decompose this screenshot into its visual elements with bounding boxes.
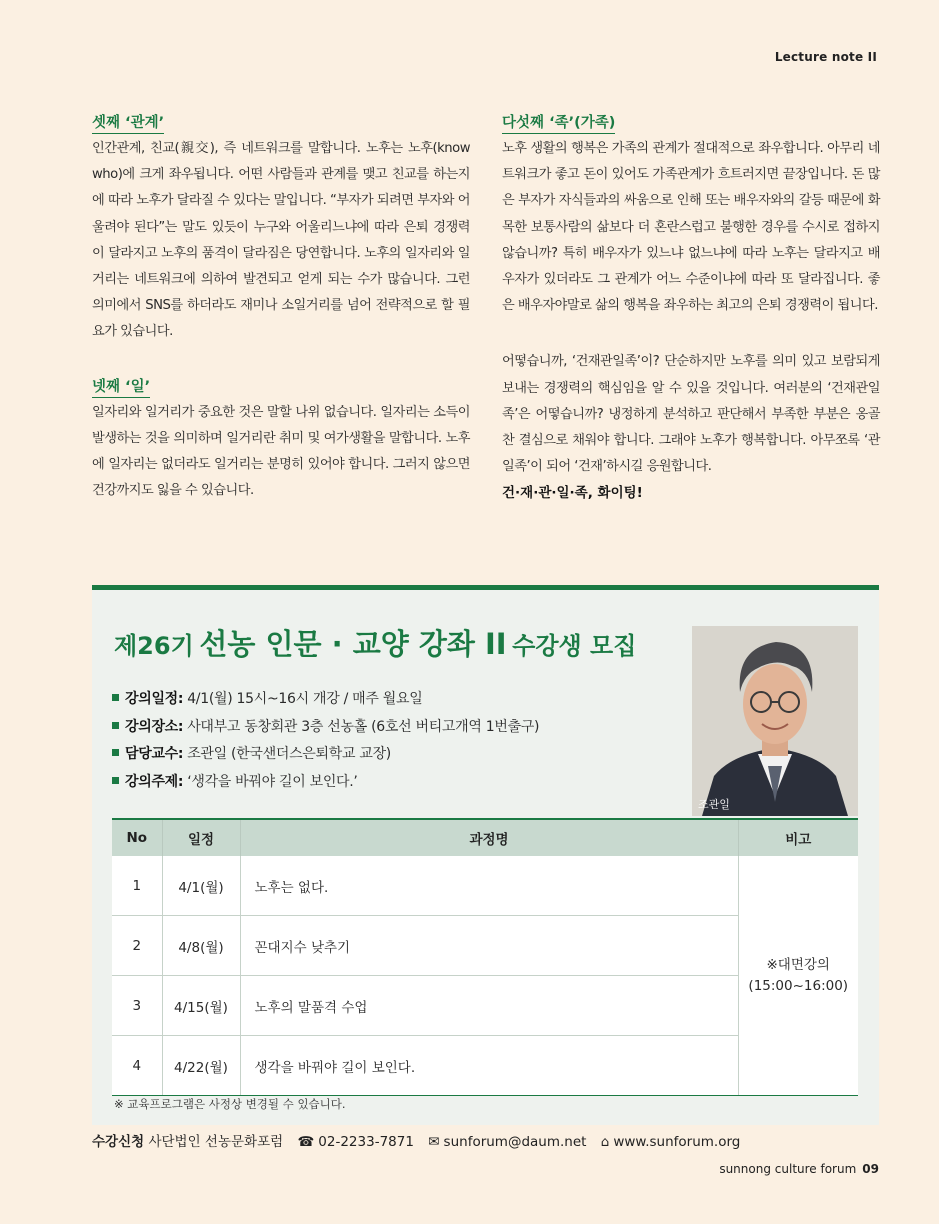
apply-label: 수강신청 (92, 1134, 145, 1150)
right-column (502, 112, 880, 506)
title-suffix: 수강생 모집 (512, 632, 637, 660)
remarks-line-2: (15:00~16:00) (748, 977, 849, 994)
email-address[interactable]: sunforum@daum.net (443, 1134, 587, 1150)
org-name: 사단법인 선농문화포럼 (148, 1134, 284, 1150)
cell-course: 생각을 바꿔야 길이 보인다. (240, 1036, 738, 1096)
section-body-work: 일자리와 일거리가 중요한 것은 말할 나위 없습니다. 일자리는 소득이 발생하는 것을 의미하며 일거리란 취미 및 여가생활을 말합니다. 노후에 일자리는 없더라도 일거리는 분명히 있어야 합니다. 그러지 않으면 건강까지도 잃을 수 있습니다. (92, 404, 470, 499)
section-body-relationship: 인간관계, 친교(親交), 즉 네트워크를 말합니다. 노후는 노후(know who)에 크게 좌우됩니다. 어떤 사람들과 관계를 맺고 친교를 하는지에 따라 노후가 달라질 수 있다는 말입니다. “부자가 되려면 부자와 어울려야 된다”는 말도 있듯이 누구와 어울리느냐에 따라 은퇴 경쟁력이 달라지고 노후의 품격이 달라짐은 당연합니다. 노후의 일자리와 일거리는 네트워크에 의하여 발견되고 얻게 되는 수가 많습니다. 그런 의미에서 SNS를 하더라도 재미나 소일거리를 넘어 전략적으로 할 필요가 있습니다. (92, 141, 470, 340)
cell-no: 1 (112, 856, 162, 916)
cell-date: 4/22(월) (162, 1036, 240, 1096)
lecturer-portrait-image (692, 626, 858, 816)
cell-remarks (738, 856, 858, 1096)
col-header-date: 일정 (162, 819, 240, 856)
left-column (92, 112, 470, 504)
info-item-professor: 담당교수: 조관일 (한국샌더스은퇴학교 교장) (112, 741, 539, 769)
photo-caption: 조관일 (698, 798, 730, 811)
contact-line (92, 1130, 740, 1150)
mail-icon: ✉ (428, 1134, 440, 1150)
table-header-row (112, 819, 858, 856)
page-number: 09 (862, 1162, 879, 1176)
cell-no: 3 (112, 976, 162, 1036)
phone-number[interactable]: 02-2233-7871 (318, 1134, 414, 1150)
recruitment-title (114, 622, 636, 663)
remarks-line-1: ※대면강의 (766, 956, 830, 973)
table-row (112, 856, 858, 916)
title-main: 선농 인문 · 교양 강좌 II (199, 627, 507, 661)
website-link[interactable]: www.sunforum.org (613, 1134, 741, 1150)
conclusion-paragraph: 어떻습니까, ‘건재관일족’이? 단순하지만 노후를 의미 있고 보람되게 보내는 경쟁력의 핵심임을 알 수 있을 것입니다. 여러분의 ‘건재관일족’은 어떻습니까? 냉정하게 분석하고 판단해서 부족한 부분은 옹골찬 결심으로 채워야 합니다. 그래야 노후가 행복합니다. 아무쪼록 ‘관일족’이 되어 ‘건재’하시길 응원합니다. (502, 354, 880, 475)
lecture-note-label: Lecture note II (774, 50, 877, 64)
bullet-square-icon (112, 722, 119, 729)
section-title-work: 넷째 ‘일’ (92, 377, 150, 398)
cell-date: 4/1(월) (162, 856, 240, 916)
cell-date: 4/15(월) (162, 976, 240, 1036)
info-item-schedule: 강의일정: 4/1(월) 15시~16시 개강 / 매주 월요일 (112, 686, 539, 714)
home-icon: ⌂ (600, 1134, 610, 1150)
col-header-course: 과정명 (240, 819, 738, 856)
program-change-note: ※ 교육프로그램은 사정상 변경될 수 있습니다. (114, 1097, 346, 1111)
cell-course: 꼰대지수 낮추기 (240, 916, 738, 976)
lecturer-photo (692, 626, 858, 816)
page-footer (719, 1162, 879, 1176)
section-body-family: 노후 생활의 행복은 가족의 관계가 절대적으로 좌우합니다. 아무리 네트워크가 좋고 돈이 있어도 가족관계가 흐트러지면 끝장입니다. 돈 많은 부자가 자식들과의 싸움으로 인해 또는 배우자와의 갈등 때문에 화목한 보통사람의 삶보다 더 혼란스럽고 불행한 경우를 수시로 접하지 않습니까? 특히 배우자가 있느냐 없느냐에 따라 노후는 달라지고 배우자가 있더라도 그 관계가 어느 수준이냐에 따라 또 달라집니다. 좋은 배우자야말로 삶의 행복을 좌우하는 최고의 은퇴 경쟁력이 됩니다. (502, 141, 880, 314)
title-prefix: 제26기 (114, 632, 194, 660)
col-header-no: No (112, 819, 162, 856)
info-item-location: 강의장소: 사대부고 동창회관 3층 선농홀 (6호선 버티고개역 1번출구) (112, 714, 539, 742)
schedule-table (112, 818, 858, 1096)
bullet-square-icon (112, 777, 119, 784)
cell-course: 노후의 말품격 수업 (240, 976, 738, 1036)
publication-name: sunnong culture forum (719, 1162, 857, 1176)
cell-course: 노후는 없다. (240, 856, 738, 916)
lecture-info-list (112, 686, 539, 796)
cell-no: 2 (112, 916, 162, 976)
phone-icon: ☎ (297, 1134, 315, 1150)
recruitment-box (92, 585, 879, 1125)
bullet-square-icon (112, 694, 119, 701)
bullet-square-icon (112, 749, 119, 756)
section-title-family: 다섯째 ‘족’(가족) (502, 113, 615, 134)
section-title-relationship: 셋째 ‘관계’ (92, 113, 164, 134)
cell-date: 4/8(월) (162, 916, 240, 976)
cell-no: 4 (112, 1036, 162, 1096)
cheer-line: 건·재·관·일·족, 화이팅! (502, 485, 643, 502)
info-item-topic: 강의주제: ‘생각을 바꿔야 길이 보인다.’ (112, 769, 539, 797)
col-header-remarks: 비고 (738, 819, 858, 856)
